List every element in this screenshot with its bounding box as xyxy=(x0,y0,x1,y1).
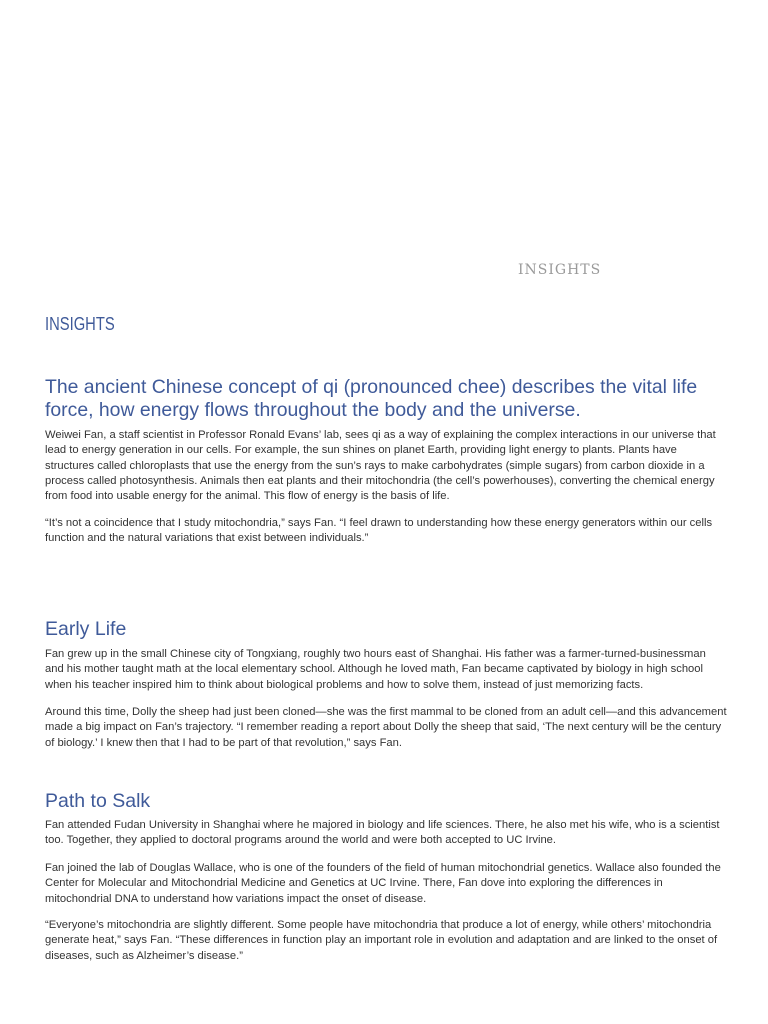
path-to-salk-paragraph-1: Fan attended Fudan University in Shanghai where he majored in biology and life sciences. There, he also met his wife, who is a scientist too. Together, they applied to doctoral programs around the world and were both accepted to UC Irvine. xyxy=(45,819,720,847)
path-to-salk-paragraph-3: “Everyone’s mitochondria are slightly different. Some people have mitochondria that produce a lot of energy, while others’ mitochondria generate heat,” says Fan. “These differences in function play an important role in evolution and adaptation and are linked to the onset of diseases, such as Alzheimer’s disease.” xyxy=(45,919,718,962)
top-section-label: INSIGHTS xyxy=(518,262,602,278)
intro-paragraph-1: Weiwei Fan, a staff scientist in Professor Ronald Evans’ lab, sees qi as a way of explaining the complex interactions in our universe that lead to energy generation in our cells. For example, the sun shines on planet Earth, providing light energy to plants. Plants have structures called chloroplasts that use the energy from the sun’s rays to make carbohydrates (simple sugars) from carbon dioxide in a process called photosynthesis. Animals then eat plants and their mitochondria (the cell’s powerhouses), converting the chemical energy from food into usable energy for the animal. This flow of energy is the basis of life. xyxy=(45,429,716,503)
path-to-salk-heading: Path to Salk xyxy=(45,790,151,812)
path-to-salk-paragraph-2: Fan joined the lab of Douglas Wallace, who is one of the founders of the field of human mitochondrial genetics. Wallace also founded the Center for Molecular and Mitochondrial Medicine and Genetics at UC Irvine. There, Fan dove into exploring the differences in mitochondrial DNA to understand how variations impact the onset of disease. xyxy=(45,862,721,905)
early-life-paragraph-2: Around this time, Dolly the sheep had just been cloned—she was the first mammal to be cloned from an adult cell—and this advancement made a big impact on Fan’s trajectory. “I remember reading a report about Dolly the sheep that said, ‘The next century will be the century of biology.’ I knew then that I had to be part of that revolution,” says Fan. xyxy=(45,706,727,749)
lead-heading: The ancient Chinese concept of qi (pronounced chee) describes the vital life force, how energy flows throughout the body and the universe. xyxy=(45,376,698,421)
intro-paragraph-2: “It’s not a coincidence that I study mitochondria,” says Fan. “I feel drawn to understanding how these energy generators within our cells function and the natural variations that exist between individuals.” xyxy=(45,517,713,545)
early-life-heading: Early Life xyxy=(45,618,127,640)
early-life-paragraph-1: Fan grew up in the small Chinese city of Tongxiang, roughly two hours east of Shanghai. His father was a farmer-turned-businessman and his mother taught math at the local elementary school. Although he loved math, Fan became captivated by biology in high school when his teacher inspired him to think about biological problems and how to solve them, instead of just memorizing facts. xyxy=(45,648,706,691)
section-label: INSIGHTS xyxy=(45,314,115,334)
